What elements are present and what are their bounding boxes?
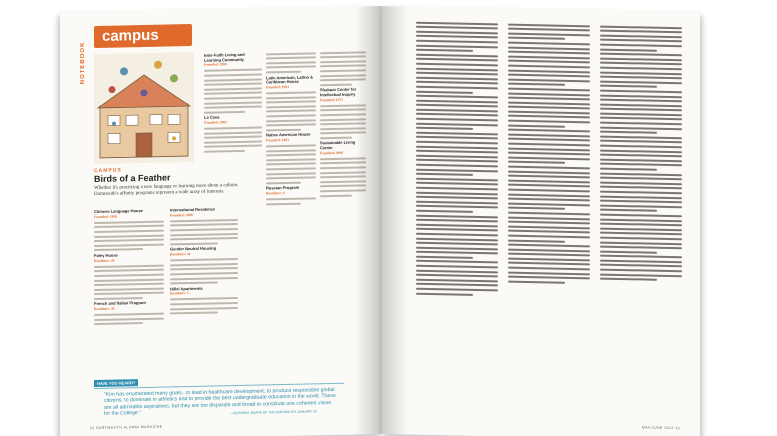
- article-dek: Whether it's practicing a new language or learning more about a culture, Dartmouth's affinity programs represent a wide array of interests.: [94, 183, 239, 198]
- magazine-spread: [60, 6, 700, 434]
- section-tab: NOTEBOOK: [80, 41, 86, 85]
- campus-banner: [94, 24, 192, 48]
- left-folio: 12 DARTMOUTH ALUMNI MAGAZINE: [90, 424, 163, 431]
- listing-heading: Hillel Apartments: [170, 285, 203, 292]
- listing-column-1: [94, 207, 164, 386]
- listing-heading: Inter-Faith Living and Learning Community: [204, 51, 245, 63]
- listing-column-4: [266, 49, 316, 350]
- listing-subhead: Residents: 44: [170, 251, 191, 257]
- listing-subhead: Residents: 34: [94, 306, 115, 312]
- campus-banner-label: campus: [102, 26, 159, 45]
- listing-subhead: Founded: 1983: [204, 120, 227, 125]
- listing-heading: Native American House: [266, 131, 311, 138]
- listing-heading: French and Italian Program: [94, 300, 146, 307]
- body-column-1: [416, 19, 498, 413]
- right-folio: MAY/JUNE 2012 13: [641, 425, 680, 431]
- gutter-shadow-left: [356, 6, 382, 435]
- birds-illustration: [94, 52, 194, 164]
- listing-heading: Foley House: [94, 252, 118, 258]
- listing-subhead: Founded: 1972: [320, 97, 343, 102]
- listing-heading: Russian Program: [266, 185, 300, 191]
- listing-subhead: Founded: 2006: [170, 212, 193, 218]
- pull-quote: "Kim has enumerated many goals...to lead in healthcare development, to produce responsible global citizens, to dominate in athletics and to provide the best undergraduate education in the world. These are all admirable aspirations, but they are too disparate and broad to constitute one coherent vision for the College.": [104, 386, 336, 418]
- listing-subhead: Founded: 1983: [266, 137, 289, 143]
- gutter-shadow-right: [382, 6, 408, 435]
- listing-heading: Chinese Language House: [94, 208, 143, 215]
- body-column-2: [508, 21, 590, 415]
- listing-subhead: Founded: 1996: [94, 214, 117, 219]
- callout-label: HAVE YOU HEARD?: [94, 379, 138, 387]
- listing-subhead: Founded: 1993: [266, 84, 289, 90]
- listing-heading: Gender Neutral Housing: [170, 245, 217, 252]
- listing-subhead: Residents: 28: [94, 258, 115, 263]
- listing-heading: La Casa: [204, 114, 220, 121]
- listing-heading: Sustainable Living Center: [320, 140, 356, 151]
- listing-subhead: Residents: 6: [266, 191, 285, 196]
- listing-subhead: Residents: 5: [170, 291, 189, 296]
- left-page: [60, 6, 382, 436]
- right-page: [382, 6, 700, 436]
- listing-heading: Latin American, Latino & Caribbean House: [266, 74, 313, 85]
- listing-subhead: Founded: 2006: [204, 62, 227, 67]
- body-column-3: [600, 23, 682, 417]
- article-kicker: CAMPUS: [94, 167, 122, 175]
- listing-column-3: [204, 51, 262, 198]
- listing-heading: International Residence: [170, 206, 216, 213]
- quote-source: —EDITORIAL BOARD OF THE DARTMOUTH, JANUARY 29: [230, 409, 317, 416]
- listing-subhead: Founded: 2008: [320, 150, 343, 155]
- article-headline: Birds of a Feather: [94, 172, 171, 185]
- listing-heading: Shabazz Center for Intellectual Inquiry: [320, 86, 357, 98]
- listing-column-2: [170, 205, 238, 384]
